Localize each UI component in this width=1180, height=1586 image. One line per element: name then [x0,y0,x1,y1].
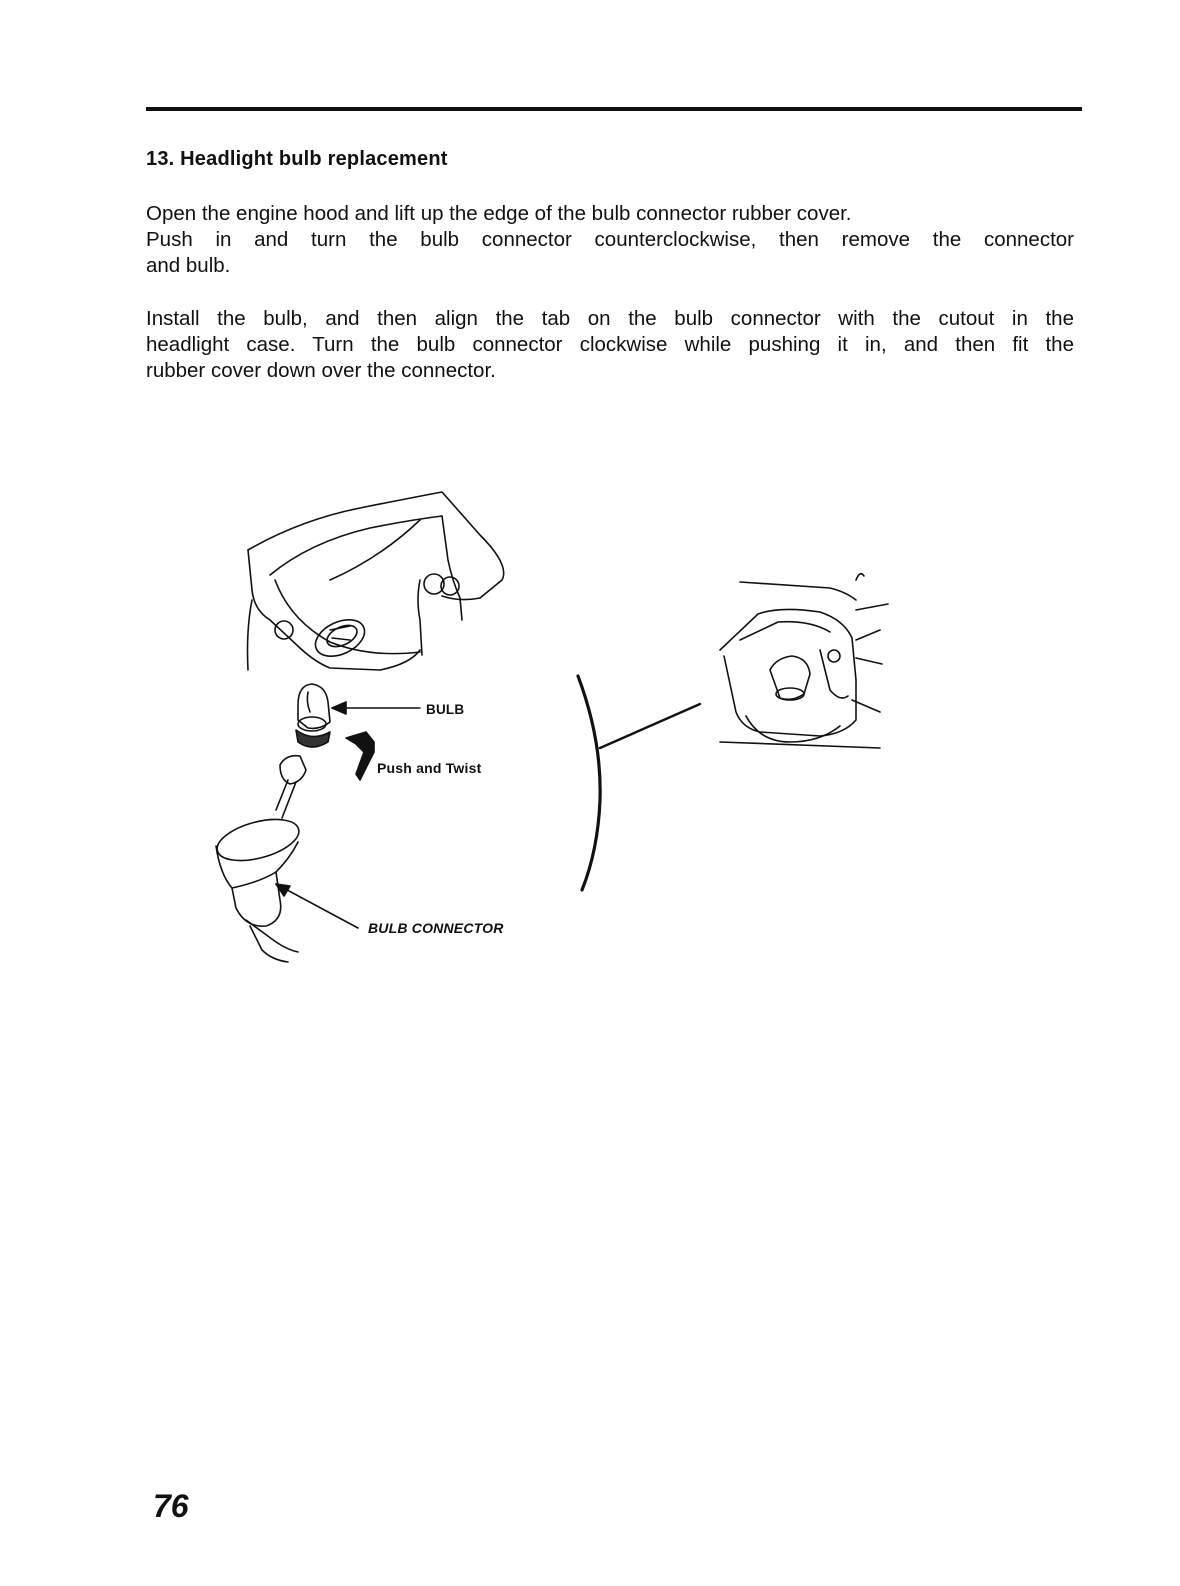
bulb-label: BULB [426,702,465,717]
bulb-connector-drawing [213,756,306,962]
paragraph-install-bulb [146,306,1074,384]
divider-curve [578,676,600,890]
paragraph-line: Install the bulb, and then align the tab on the bulb connector with the cutout in the [146,307,1074,330]
diagram-illustration [180,480,920,990]
paragraph-remove-bulb [146,201,1074,279]
paragraph-line: rubber cover down over the connector. [146,359,496,382]
connector-leader-line [276,884,358,928]
callout-line [600,704,700,748]
bulb-connector-label: BULB CONNECTOR [368,920,504,936]
headlight-bulb-diagram [180,480,920,990]
headlight-housing-drawing [248,492,504,670]
paragraph-line: and bulb. [146,254,231,277]
bulb-arrow-head [332,702,346,714]
push-twist-arrow [346,732,374,780]
section-heading: 13. Headlight bulb replacement [146,148,448,170]
bulb-drawing [296,684,330,747]
headlight-detail-drawing [720,574,888,748]
page-number: 76 [153,1488,189,1524]
paragraph-line: Open the engine hood and lift up the edge of the bulb connector rubber cover. [146,202,852,225]
paragraph-line: headlight case. Turn the bulb connector clockwise while pushing it in, and then fit the [146,333,1074,356]
paragraph-line: Push in and turn the bulb connector counterclockwise, then remove the connector [146,228,1074,251]
top-rule [146,107,1082,111]
push-twist-label: Push and Twist [377,760,482,776]
